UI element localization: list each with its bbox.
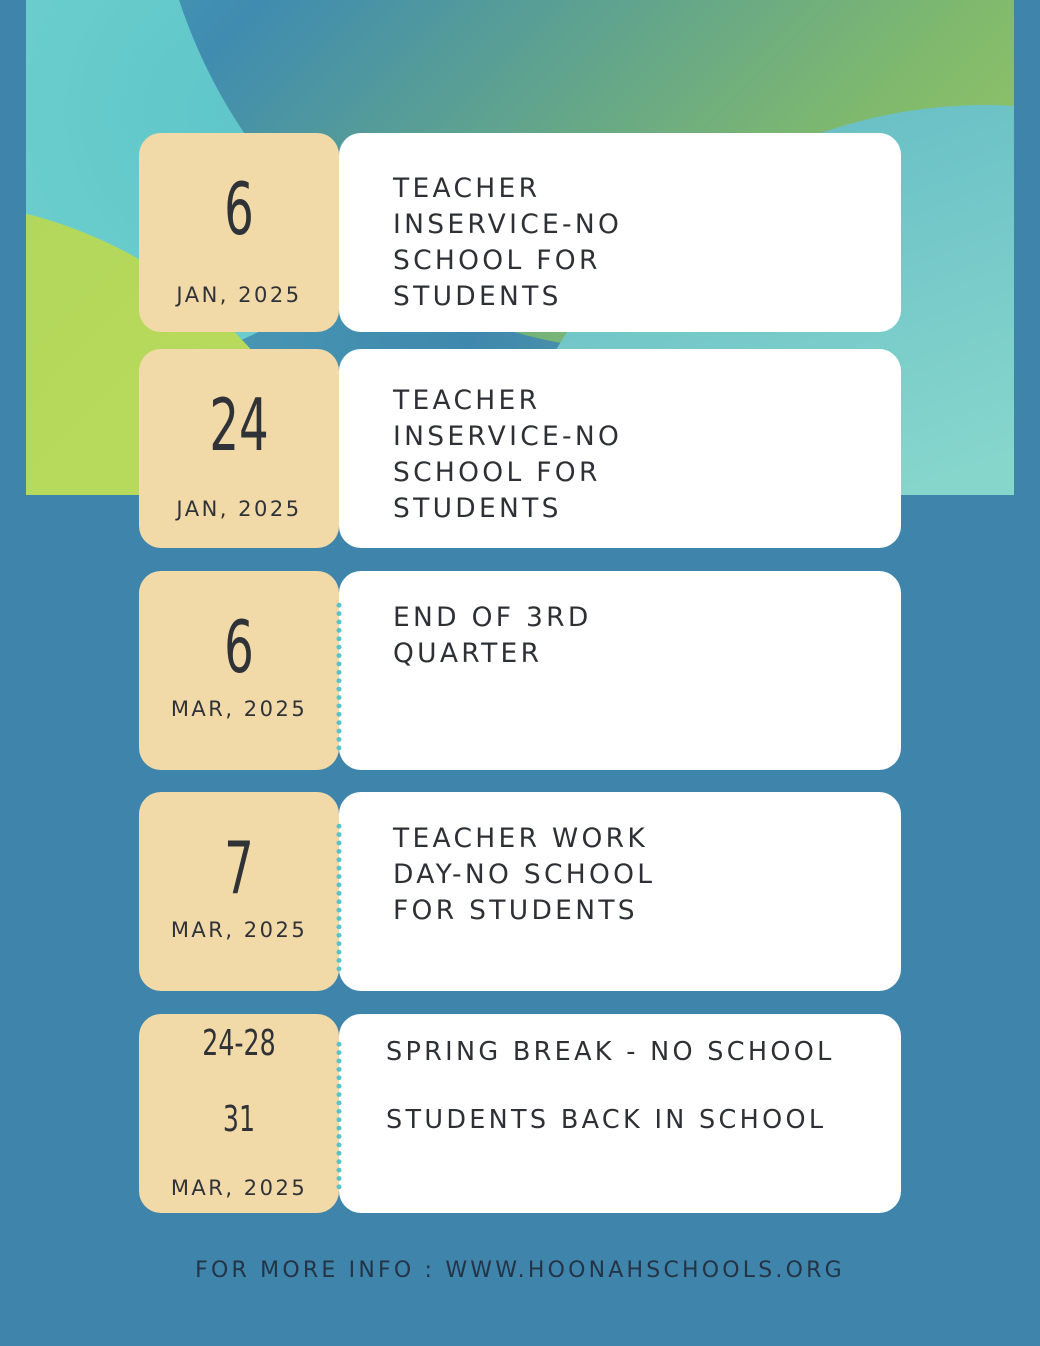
date-box xyxy=(139,133,339,332)
date-box xyxy=(139,571,339,770)
description-box xyxy=(339,349,901,548)
event-row xyxy=(139,1014,901,1213)
event-description: TEACHER WORK DAY-NO SCHOOL FOR STUDENTS xyxy=(393,823,656,926)
event-description: STUDENTS BACK IN SCHOOL xyxy=(386,1105,827,1135)
event-row xyxy=(139,133,901,332)
event-description: TEACHER INSERVICE-NO SCHOOL FOR STUDENTS xyxy=(393,173,623,312)
dotted-divider xyxy=(336,822,342,972)
description-box xyxy=(339,1014,901,1213)
footer-info-link[interactable]: FOR MORE INFO : WWW.HOONAHSCHOOLS.ORG xyxy=(195,1258,845,1283)
event-day: 24 xyxy=(209,383,269,467)
event-month: MAR, 2025 xyxy=(170,697,308,721)
event-month: MAR, 2025 xyxy=(170,918,308,942)
event-month: MAR, 2025 xyxy=(170,1176,308,1200)
event-description: SPRING BREAK - NO SCHOOL xyxy=(386,1037,835,1067)
event-description: TEACHER INSERVICE-NO SCHOOL FOR STUDENTS xyxy=(393,385,623,524)
event-row xyxy=(139,792,901,991)
date-box xyxy=(139,792,339,991)
date-box xyxy=(139,1014,339,1213)
description-box xyxy=(339,792,901,991)
event-day: 7 xyxy=(224,826,254,910)
description-box xyxy=(339,571,901,770)
event-day: 6 xyxy=(224,605,254,689)
event-month: JAN, 2025 xyxy=(176,283,302,307)
description-box xyxy=(339,133,901,332)
date-box xyxy=(139,349,339,548)
dotted-divider xyxy=(336,1040,342,1190)
event-day: 6 xyxy=(224,167,254,251)
dotted-divider xyxy=(336,601,342,751)
event-description: END OF 3RD QUARTER xyxy=(393,602,592,669)
event-day-range: 24-28 xyxy=(202,1023,276,1064)
event-row xyxy=(139,571,901,770)
event-month: JAN, 2025 xyxy=(176,497,302,521)
event-row xyxy=(139,349,901,548)
event-day: 31 xyxy=(222,1099,256,1140)
